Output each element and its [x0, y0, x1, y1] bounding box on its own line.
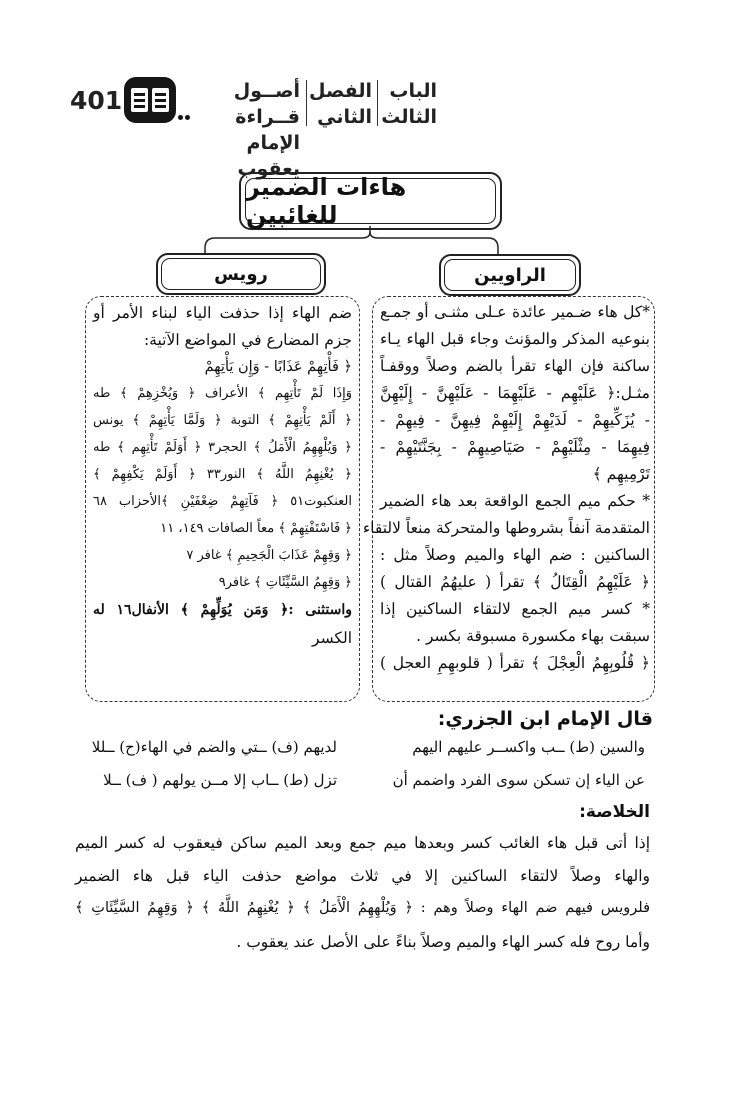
- text-line: وأما روح فله كسر الهاء والميم وصلاً بناءً على الأصل عند يعقوب .: [236, 933, 650, 951]
- text-line: ﴿ قُلُوبِهِمُ الْعِجْلَ ﴾ تقرأ ( قلوبهِمِ العجل ): [380, 654, 650, 672]
- section-line1: الباب: [389, 80, 437, 102]
- verse-2-right: عن الياء إن تسكن سوى الفرد واضمم أن: [392, 771, 645, 789]
- right-column-text: [362, 303, 650, 681]
- quote-title: قال الإمام ابن الجزري:: [437, 708, 653, 730]
- chapter-line2: الثاني: [317, 106, 372, 128]
- text-line: ﴿ أَلَمْ يَأْتِهِمْ ﴾ التوبة ﴿ وَلَمَّا يَأْتِهِمْ ﴾ يونس: [93, 413, 352, 428]
- text-line: العنكبوت٥١ ﴿ فَآتِهِمْ ضِعْفَيْنِ ﴾الأحزاب ٦٨: [93, 494, 352, 509]
- text-line: ساكنة فإن الهاء تقرأ بالضم وصلاً ووقفـاً: [380, 357, 650, 375]
- right-heading: الراويين: [444, 259, 576, 291]
- text-line: ﴿ فَأْتِهِمْ عَذَابًا - وَإِن يَأْتِهِمْ: [204, 359, 352, 375]
- text-line: فِيهِمَا - مِثْلَيْهِمْ - صَيَاصِيهِمْ - بِجَنَّتَيْهِمْ -: [380, 438, 650, 456]
- right-heading-box: [439, 254, 581, 296]
- verse-1-left: لديهم (ف) ــتي والضم في الهاء(ح) ــللا: [91, 738, 337, 756]
- text-line: الكسر: [312, 629, 352, 647]
- text-line: ضم الهاء إذا حذفت الياء لبناء الأمر أو: [93, 304, 352, 322]
- text-line: سبقت بهاء مكسورة مسبوقة بكسر .: [416, 627, 650, 645]
- left-heading-box: [156, 253, 326, 295]
- text-line: ﴿ عَلَيْهِمُ الْقِتَالُ ﴾ تقرأ ( عليهُمُ القتال ): [380, 573, 650, 591]
- text-line: *كل هاء ضـمير عائدة عـلى مثنـى أو جمـع: [380, 303, 650, 321]
- left-heading: رويس: [161, 258, 321, 290]
- text-line: إذا أتى قبل هاء الغائب كسر وبعدها ميم جمع وبعد الميم ساكن فيعقوب له كسر الميم: [75, 834, 650, 852]
- summary-title: الخلاصة:: [579, 802, 650, 822]
- text-line: تَرْمِيهِم ﴾: [592, 465, 650, 483]
- book-title-line2: الإمام يعقوب: [237, 132, 300, 180]
- text-line: جزم المضارع في المواضع الآتية:: [143, 331, 352, 349]
- text-line: * كسر ميم الجمع لالتقاء الساكنين إذا: [380, 600, 650, 618]
- text-line: ﴿ وَقِهِمْ عَذَابَ الْجَحِيمِ ﴾ غافر ٧: [186, 548, 352, 563]
- book-title-line1: أصــول قــراءة: [233, 80, 300, 128]
- text-line: مثـل:﴿ عَلَيْهِم - عَلَيْهِمَا - عَلَيْهِنَّ - إِلَيْهِنَّ: [380, 384, 650, 402]
- title-connector: [0, 0, 746, 300]
- text-line: ﴿ وَيُلْهِهِمُ الْأَمَلُ ﴾ الحجر٣ ﴿ أَوَلَمْ تَأْتِهِم ﴾ طه: [93, 440, 353, 455]
- text-line: ﴿ فَاسْتَفْتِهِمْ ﴾ معاً الصافات ١٤٩، ١١: [160, 521, 352, 536]
- verse-1-right: والسين (ط) ــب واكســر عليهم اليهم: [412, 738, 645, 756]
- main-title: هاءات الضمير للغائبين: [245, 178, 496, 224]
- text-line: - يُزَكِّيهِمْ - لَدَيْهِمْ إِلَيْهِمْ فِيهِنَّ - فِيهِمْ -: [380, 411, 650, 429]
- verse-2-left: تزل (ط) ــاب إلا مــن يولهم ( ف) ــلا: [103, 771, 337, 789]
- chapter-line1: الفصل: [308, 80, 372, 102]
- text-line: المتقدمة آنفاً بشروطها والمتحركة منعاً لالتقاء: [362, 519, 650, 537]
- text-line: بنوعيه المذكر والمؤنث وجاء قبل الهاء يـاء: [380, 330, 650, 348]
- text-line: ﴿ وَقِهِمُ السَّيِّئَاتِ ﴾ غافر٩: [218, 575, 352, 590]
- text-line: واستثنى :﴿ وَمَن يُوَلِّهِمْ ﴾ الأنفال١٦ له: [93, 602, 352, 618]
- text-line: فلرويس فيهم ضم الهاء وصلاً وهم : ﴿ وَيُلْهِهِمُ الْأَمَلُ ﴾ ﴿ يُغْنِهِمُ اللَّهُ ﴾ ﴿ وَقِهِمُ السَّيِّئَاتِ ﴾: [75, 900, 650, 916]
- left-column-text: [93, 304, 352, 656]
- summary-text: [75, 834, 650, 966]
- text-line: الساكنين : ضم الهاء والميم وصلاً مثل :: [380, 546, 650, 564]
- page-number: 401: [70, 86, 123, 115]
- text-line: وَإِذَا لَمْ تَأْتِهِم ﴾ الأعراف ﴿ وَيُخْزِهِمْ ﴾ طه: [93, 386, 352, 401]
- text-line: * حكم ميم الجمع الواقعة بعد هاء الضمير: [380, 492, 650, 510]
- text-line: والهاء وصلاً لالتقاء الساكنين إلا في ثلاث مواضع حذفت الياء قبل هاء الضمير: [75, 867, 650, 885]
- text-line: ﴿ يُغْنِهِمُ اللَّهُ ﴾ النور٣٣ ﴿ أَوَلَمْ يَكْفِهِمْ ﴾: [93, 467, 352, 482]
- section-line2: الثالث: [381, 106, 437, 128]
